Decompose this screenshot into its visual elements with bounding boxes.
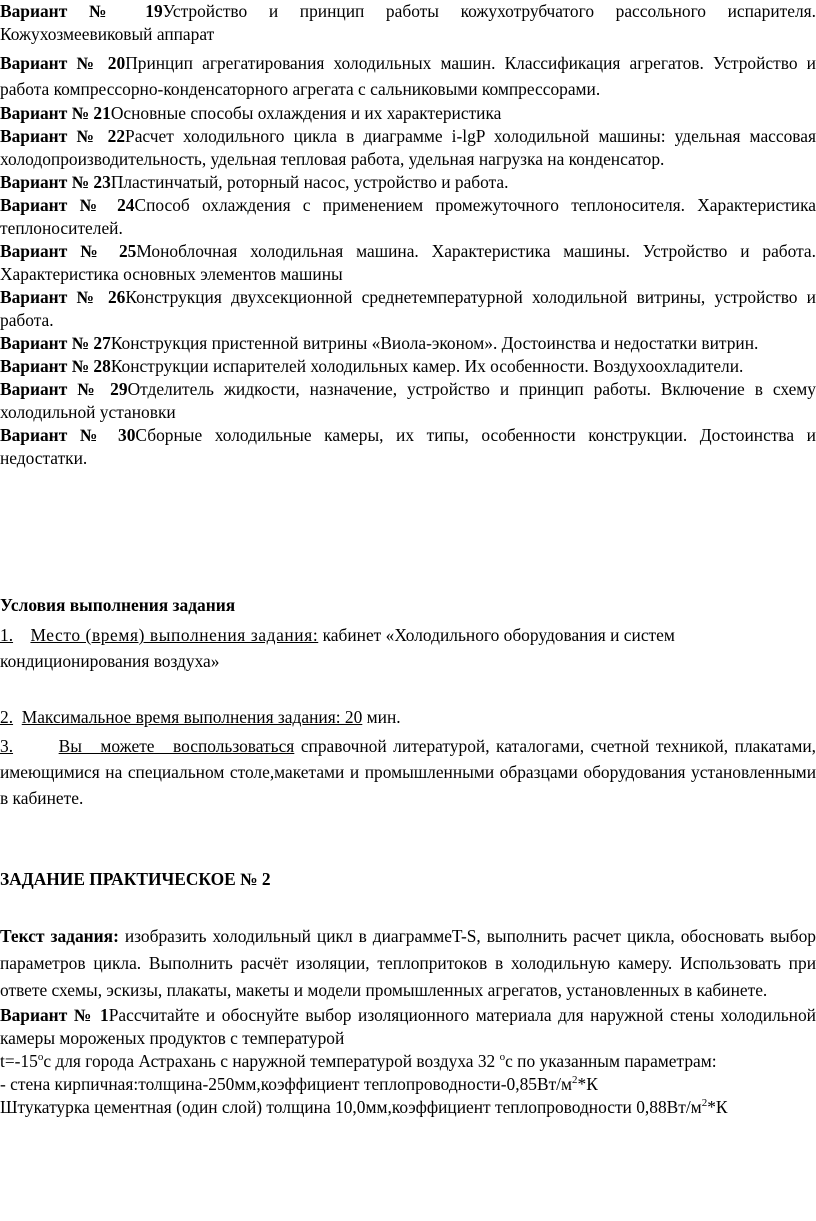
condition-number: 2. [0, 707, 14, 727]
wall-line [0, 1073, 816, 1096]
task-label: Текст задания: [0, 926, 119, 946]
variant-label: Вариант № 19 [0, 1, 163, 21]
condition-text: кабинет «Холодильного оборудования и систем кондиционирования воздуха» [0, 625, 675, 671]
variant-label: Вариант № 25 [0, 241, 137, 261]
variant-label: Вариант № 26 [0, 287, 126, 307]
variant-text: Способ охлаждения с применением промежуточного теплоносителя. Характеристика теплоносителей. [0, 195, 816, 238]
plaster-unit: *К [707, 1097, 728, 1117]
conditions-title: Условия выполнения задания [0, 595, 236, 615]
variant-1 [0, 1004, 816, 1050]
condition-lead: Вы можете воспользоваться [58, 736, 295, 756]
variant-19 [0, 0, 816, 46]
variant-23 [0, 171, 816, 194]
variant-text: Сборные холодильные камеры, их типы, особенности конструкции. Достоинства и недостатки. [0, 425, 816, 468]
temp-text: с для города Астрахань с наружной температурой воздуха 32 [43, 1051, 500, 1071]
variant-text: Конструкции испарителей холодильных камер. Их особенности. Воздухоохладители. [110, 356, 744, 376]
temp-text: t=-15 [0, 1051, 38, 1071]
practical-block [0, 923, 816, 1119]
variant-label: Вариант № 1 [0, 1005, 109, 1025]
variant-label: Вариант № 22 [0, 126, 126, 146]
power-sup: 2 [572, 1074, 578, 1087]
variant-text: Конструкция пристенной витрины «Виола-эконом». Достоинства и недостатки витрин. [110, 333, 759, 353]
variant-text: Моноблочная холодильная машина. Характеристика машины. Устройство и работа. Характеристика основных элементов машины [0, 241, 816, 284]
plaster-line [0, 1096, 816, 1119]
condition-text: справочной литературой, каталогами, счетной техникой, плакатами, имеющимися на специальном столе,макетами и промышленными образцами оборудования установленными в кабинете. [0, 736, 816, 808]
variant-30 [0, 424, 816, 470]
variants-list [0, 0, 816, 470]
condition-lead: Место (время) выполнения задания: [30, 625, 319, 645]
variant-29 [0, 378, 816, 424]
condition-item-1 [0, 622, 816, 674]
variant-text: Основные способы охлаждения и их характеристика [110, 103, 502, 123]
condition-number: 3. [0, 736, 14, 756]
variant-24 [0, 194, 816, 240]
task-text [0, 923, 816, 1004]
variant-label: Вариант № 30 [0, 425, 136, 445]
wall-text: - стена кирпичная:толщина-250мм,коэффициент теплопроводности-0,85Вт/м [0, 1074, 573, 1094]
temp-text: с по указанным параметрам: [505, 1051, 717, 1071]
variant-label: Вариант № 28 [0, 356, 111, 376]
variant-21 [0, 102, 816, 125]
variant-label: Вариант № 21 [0, 103, 111, 123]
variant-20 [0, 50, 816, 102]
plaster-text: Штукатурка цементная (один слой) толщина 10,0мм,коэффициент теплопроводности 0,88Вт/м [0, 1097, 702, 1117]
practical-heading: ЗАДАНИЕ ПРАКТИЧЕСКОЕ № 2 [0, 869, 271, 889]
power-sup: 2 [701, 1097, 708, 1110]
condition-lead: Максимальное время выполнения задания: 20 [21, 707, 363, 727]
variant-27 [0, 332, 816, 355]
degree-sup: о [37, 1051, 44, 1064]
variant-label: Вариант № 24 [0, 195, 135, 215]
condition-number: 1. [0, 625, 14, 645]
variant-28 [0, 355, 816, 378]
condition-item-3 [0, 733, 816, 811]
variant-label: Вариант № 27 [0, 333, 111, 353]
variant-text: Отделитель жидкости, назначение, устройство и принцип работы. Включение в схему холодильной установки [0, 379, 816, 422]
temperature-line [0, 1050, 816, 1073]
variant-text: Пластинчатый, роторный насос, устройство и работа. [110, 172, 509, 192]
task-body: изобразить холодильный цикл в диаграммеT-S, выполнить расчет цикла, обосновать выбор параметров цикла. Выполнить расчёт изоляции, теплопритоков в холодильную камеру. Использовать при ответе схемы, эскизы, плакаты, макеты и модели промышленных агрегатов, установленных в кабинете. [0, 926, 816, 1000]
variant-label: Вариант № 20 [0, 53, 126, 73]
variant-25 [0, 240, 816, 286]
variant-text: Конструкция двухсекционной среднетемпературной холодильной витрины, устройство и работа. [0, 287, 816, 330]
degree-sup: о [499, 1051, 506, 1064]
variant-22 [0, 125, 816, 171]
variant-label: Вариант № 29 [0, 379, 128, 399]
variant-label: Вариант № 23 [0, 172, 111, 192]
variant-text: Рассчитайте и обоснуйте выбор изоляционного материала для наружной стены холодильной камеры мороженых продуктов с температурой [0, 1005, 816, 1048]
variant-text: Расчет холодильного цикла в диаграмме i-lgP холодильной машины: удельная массовая холодопроизводительность, удельная тепловая работа, удельная нагрузка на конденсатор. [0, 126, 816, 169]
wall-unit: *К [577, 1074, 598, 1094]
condition-item-2 [0, 704, 816, 730]
variant-text: Устройство и принцип работы кожухотрубчатого рассольного испарителя. Кожухозмеевиковый аппарат [0, 1, 816, 44]
variant-26 [0, 286, 816, 332]
variant-text: Принцип агрегатирования холодильных машин. Классификация агрегатов. Устройство и работа компрессорно-конденсаторного агрегата с сальниковыми компрессорами. [0, 53, 816, 99]
condition-text: мин. [362, 707, 401, 727]
